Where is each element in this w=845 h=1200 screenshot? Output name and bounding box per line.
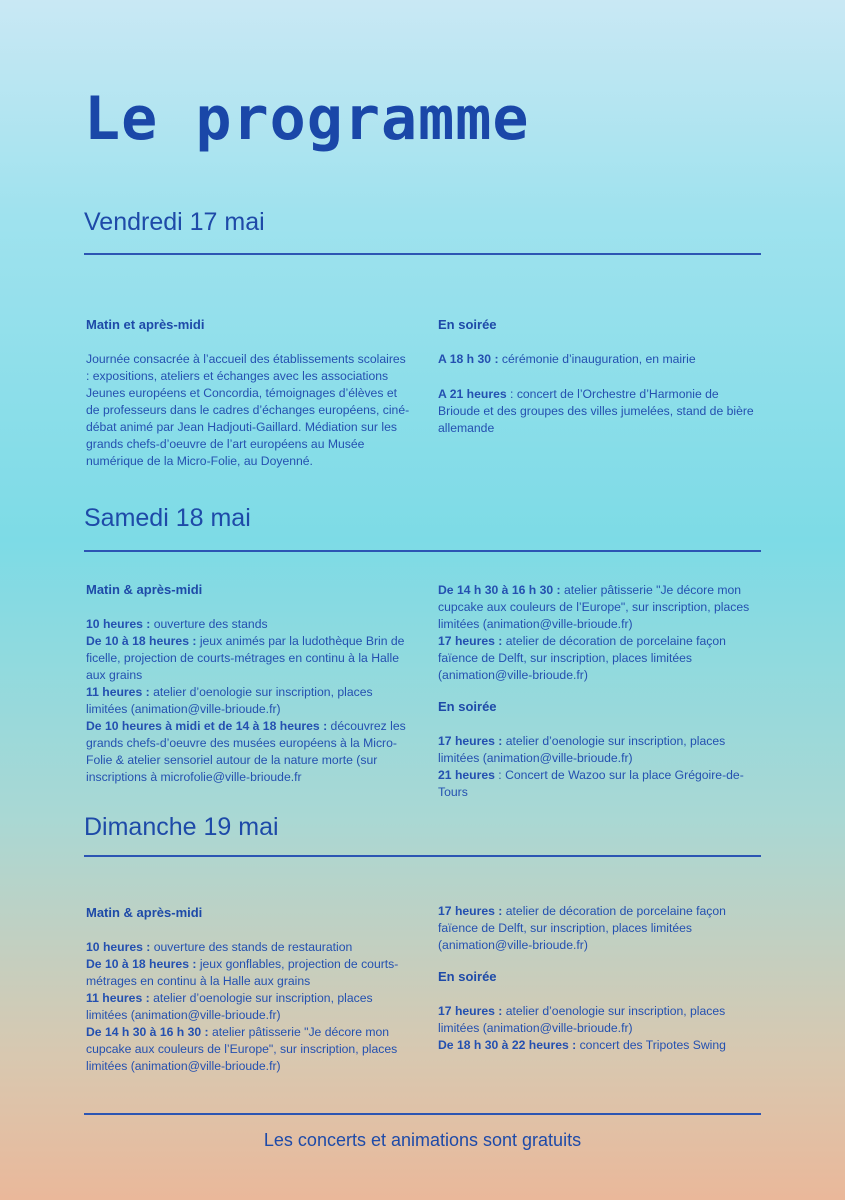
list-item: A 21 heures : concert de l’Orchestre d’Harmonie de Brioude et des groupes des villes jumelées, stand de bière allemande [438, 387, 754, 435]
divider [84, 550, 761, 552]
list-item: 17 heures : atelier de décoration de porcelaine façon faïence de Delft, sur inscription, places limitées (animation@ville-brioude.fr) [438, 904, 726, 952]
paragraph: Journée consacrée à l’accueil des établissements scolaires : expositions, ateliers et échanges avec les associations Jeunes européens et Concordia, témoignages d’élèves et de professeurs dans le cadres d’échanges européens, ciné-débat animé par Jean Hadjouti-Gaillard. Médiation sur les grands chefs-d’oeuvre de l’art européens au Musée numérique de la Micro-Folie, au Doyenné. [86, 352, 410, 468]
list-item: 17 heures : atelier de décoration de porcelaine façon faïence de Delft, sur inscription, places limitées (animation@ville-brioude.fr) [438, 634, 726, 682]
divider [84, 253, 761, 255]
day-title-dimanche: Dimanche 19 mai [84, 813, 279, 841]
day-title-samedi: Samedi 18 mai [84, 504, 251, 532]
list-item: 10 heures : ouverture des stands de restauration [86, 940, 353, 954]
section-heading: Matin & après-midi [86, 905, 203, 920]
list-item: De 10 à 18 heures : jeux animés par la ludothèque Brin de ficelle, projection de courts-métrages en continu à la Halle aux grains [86, 634, 405, 682]
day1-right-column [438, 316, 763, 437]
list-item: A 18 h 30 : cérémonie d’inauguration, en mairie [438, 352, 696, 366]
list-item: De 10 heures à midi et de 14 à 18 heures : découvrez les grands chefs-d’oeuvre des musées européens à la Micro-Folie & atelier sensoriel autour de la nature morte (sur inscriptions à microfolie@ville-brioude.fr [86, 719, 406, 784]
list-item: De 14 h 30 à 16 h 30 : atelier pâtisserie "Je décore mon cupcake aux couleurs de l’Europe", sur inscription, places limitées (animation@ville-brioude.fr) [86, 1025, 398, 1073]
list-item: De 18 h 30 à 22 heures : concert des Tripotes Swing [438, 1038, 726, 1052]
list-item: 17 heures : atelier d’oenologie sur inscription, places limitées (animation@ville-brioude.fr) [438, 1004, 726, 1035]
list-item: 17 heures : atelier d’oenologie sur inscription, places limitées (animation@ville-brioude.fr) [438, 734, 726, 765]
day2-right-column [438, 582, 763, 801]
day3-right-column [438, 903, 763, 1054]
day2-left-column [86, 581, 411, 786]
day3-left-column [86, 904, 411, 1075]
section-heading: Matin et après-midi [86, 317, 205, 332]
section-heading: En soirée [438, 317, 497, 332]
day-title-vendredi: Vendredi 17 mai [84, 208, 265, 236]
list-item: De 10 à 18 heures : jeux gonflables, projection de courts-métrages en continu à la Halle aux grains [86, 957, 399, 988]
list-item: 21 heures : Concert de Wazoo sur la place Grégoire-de-Tours [438, 768, 744, 799]
section-heading: En soirée [438, 969, 497, 984]
divider [84, 1113, 761, 1115]
page-title: Le programme [84, 84, 530, 154]
list-item: De 14 h 30 à 16 h 30 : atelier pâtisserie "Je décore mon cupcake aux couleurs de l’Europe", sur inscription, places limitées (animation@ville-brioude.fr) [438, 583, 750, 631]
section-heading: Matin & après-midi [86, 582, 203, 597]
list-item: 11 heures : atelier d’oenologie sur inscription, places limitées (animation@ville-brioude.fr) [86, 685, 373, 716]
day1-left-column [86, 316, 411, 470]
divider [84, 855, 761, 857]
list-item: 11 heures : atelier d’oenologie sur inscription, places limitées (animation@ville-brioude.fr) [86, 991, 373, 1022]
list-item: 10 heures : ouverture des stands [86, 617, 268, 631]
footer-note: Les concerts et animations sont gratuits [263, 1130, 582, 1150]
section-heading: En soirée [438, 699, 497, 714]
